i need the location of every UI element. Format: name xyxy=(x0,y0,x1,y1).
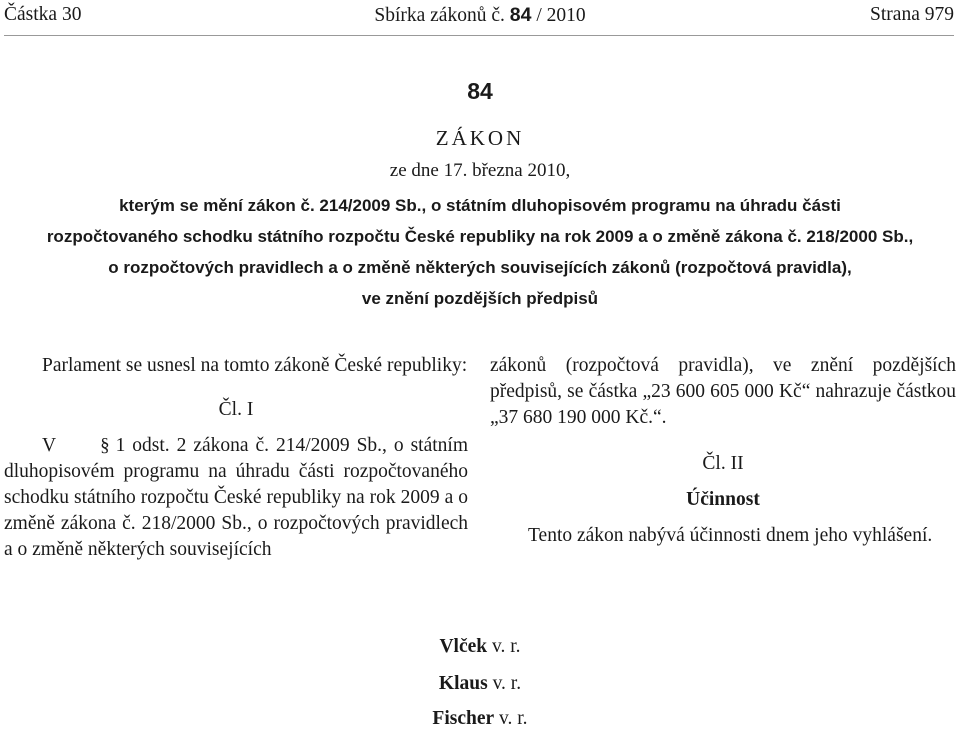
law-number: 84 xyxy=(467,78,493,104)
law-title-line-4: ve znění pozdějších předpisů xyxy=(361,289,599,308)
signature-1: Vlček v. r. xyxy=(439,636,521,657)
article-1-text-continued: zákonů (rozpočtová pravidla), ve znění pozdějších předpisů, se částka „23 600 605 000 Kč“ nahrazuje částkou „37 680 190 000 Kč.“. xyxy=(490,355,956,428)
collection-title xyxy=(0,4,960,27)
article-2-title: Účinnost xyxy=(686,489,760,510)
collection-prefix: Sbírka zákonů č. xyxy=(374,5,505,26)
article-1-heading: Čl. I xyxy=(218,399,254,420)
collection-year: / 2010 xyxy=(536,5,586,26)
signature-3: Fischer v. r. xyxy=(432,708,528,729)
collection-number: 84 xyxy=(509,4,532,26)
section-symbol: § xyxy=(100,435,110,456)
issue-part: Částka 30 xyxy=(4,4,82,25)
header-divider xyxy=(4,35,954,36)
page-number: Strana 979 xyxy=(870,4,954,25)
law-date: ze dne 17. března 2010, xyxy=(389,160,571,181)
law-title-line-2: rozpočtovaného schodku státního rozpočtu České republiky na rok 2009 a o změně zákona č. 218/2000 Sb., xyxy=(46,227,914,246)
enactment-clause: Parlament se usnesl na tomto zákoně České republiky: xyxy=(42,355,468,376)
law-title-line-3: o rozpočtových pravidlech a o změně některých souvisejících zákonů (rozpočtová pravidla), xyxy=(108,258,852,277)
law-type: ZÁKON xyxy=(435,126,525,150)
law-title-line-1: kterým se mění zákon č. 214/2009 Sb., o státním dluhopisovém programu na úhradu části xyxy=(119,196,841,215)
left-column xyxy=(4,353,468,563)
article-1-text: V § 1 odst. 2 zákona č. 214/2009 Sb., o státním dluhopisovém programu na úhradu části rozpočtovaného schodku státního rozpočtu České republiky na rok 2009 a o změně zákona č. 218/2000 Sb., o rozpočtových pravidlech a o změně některých souvisejících xyxy=(4,435,468,560)
right-column xyxy=(490,353,956,549)
signature-2: Klaus v. r. xyxy=(438,673,522,694)
effect-clause: Tento zákon nabývá účinnosti dnem jeho vyhlášení. xyxy=(528,525,933,546)
article-2-heading: Čl. II xyxy=(702,453,744,474)
